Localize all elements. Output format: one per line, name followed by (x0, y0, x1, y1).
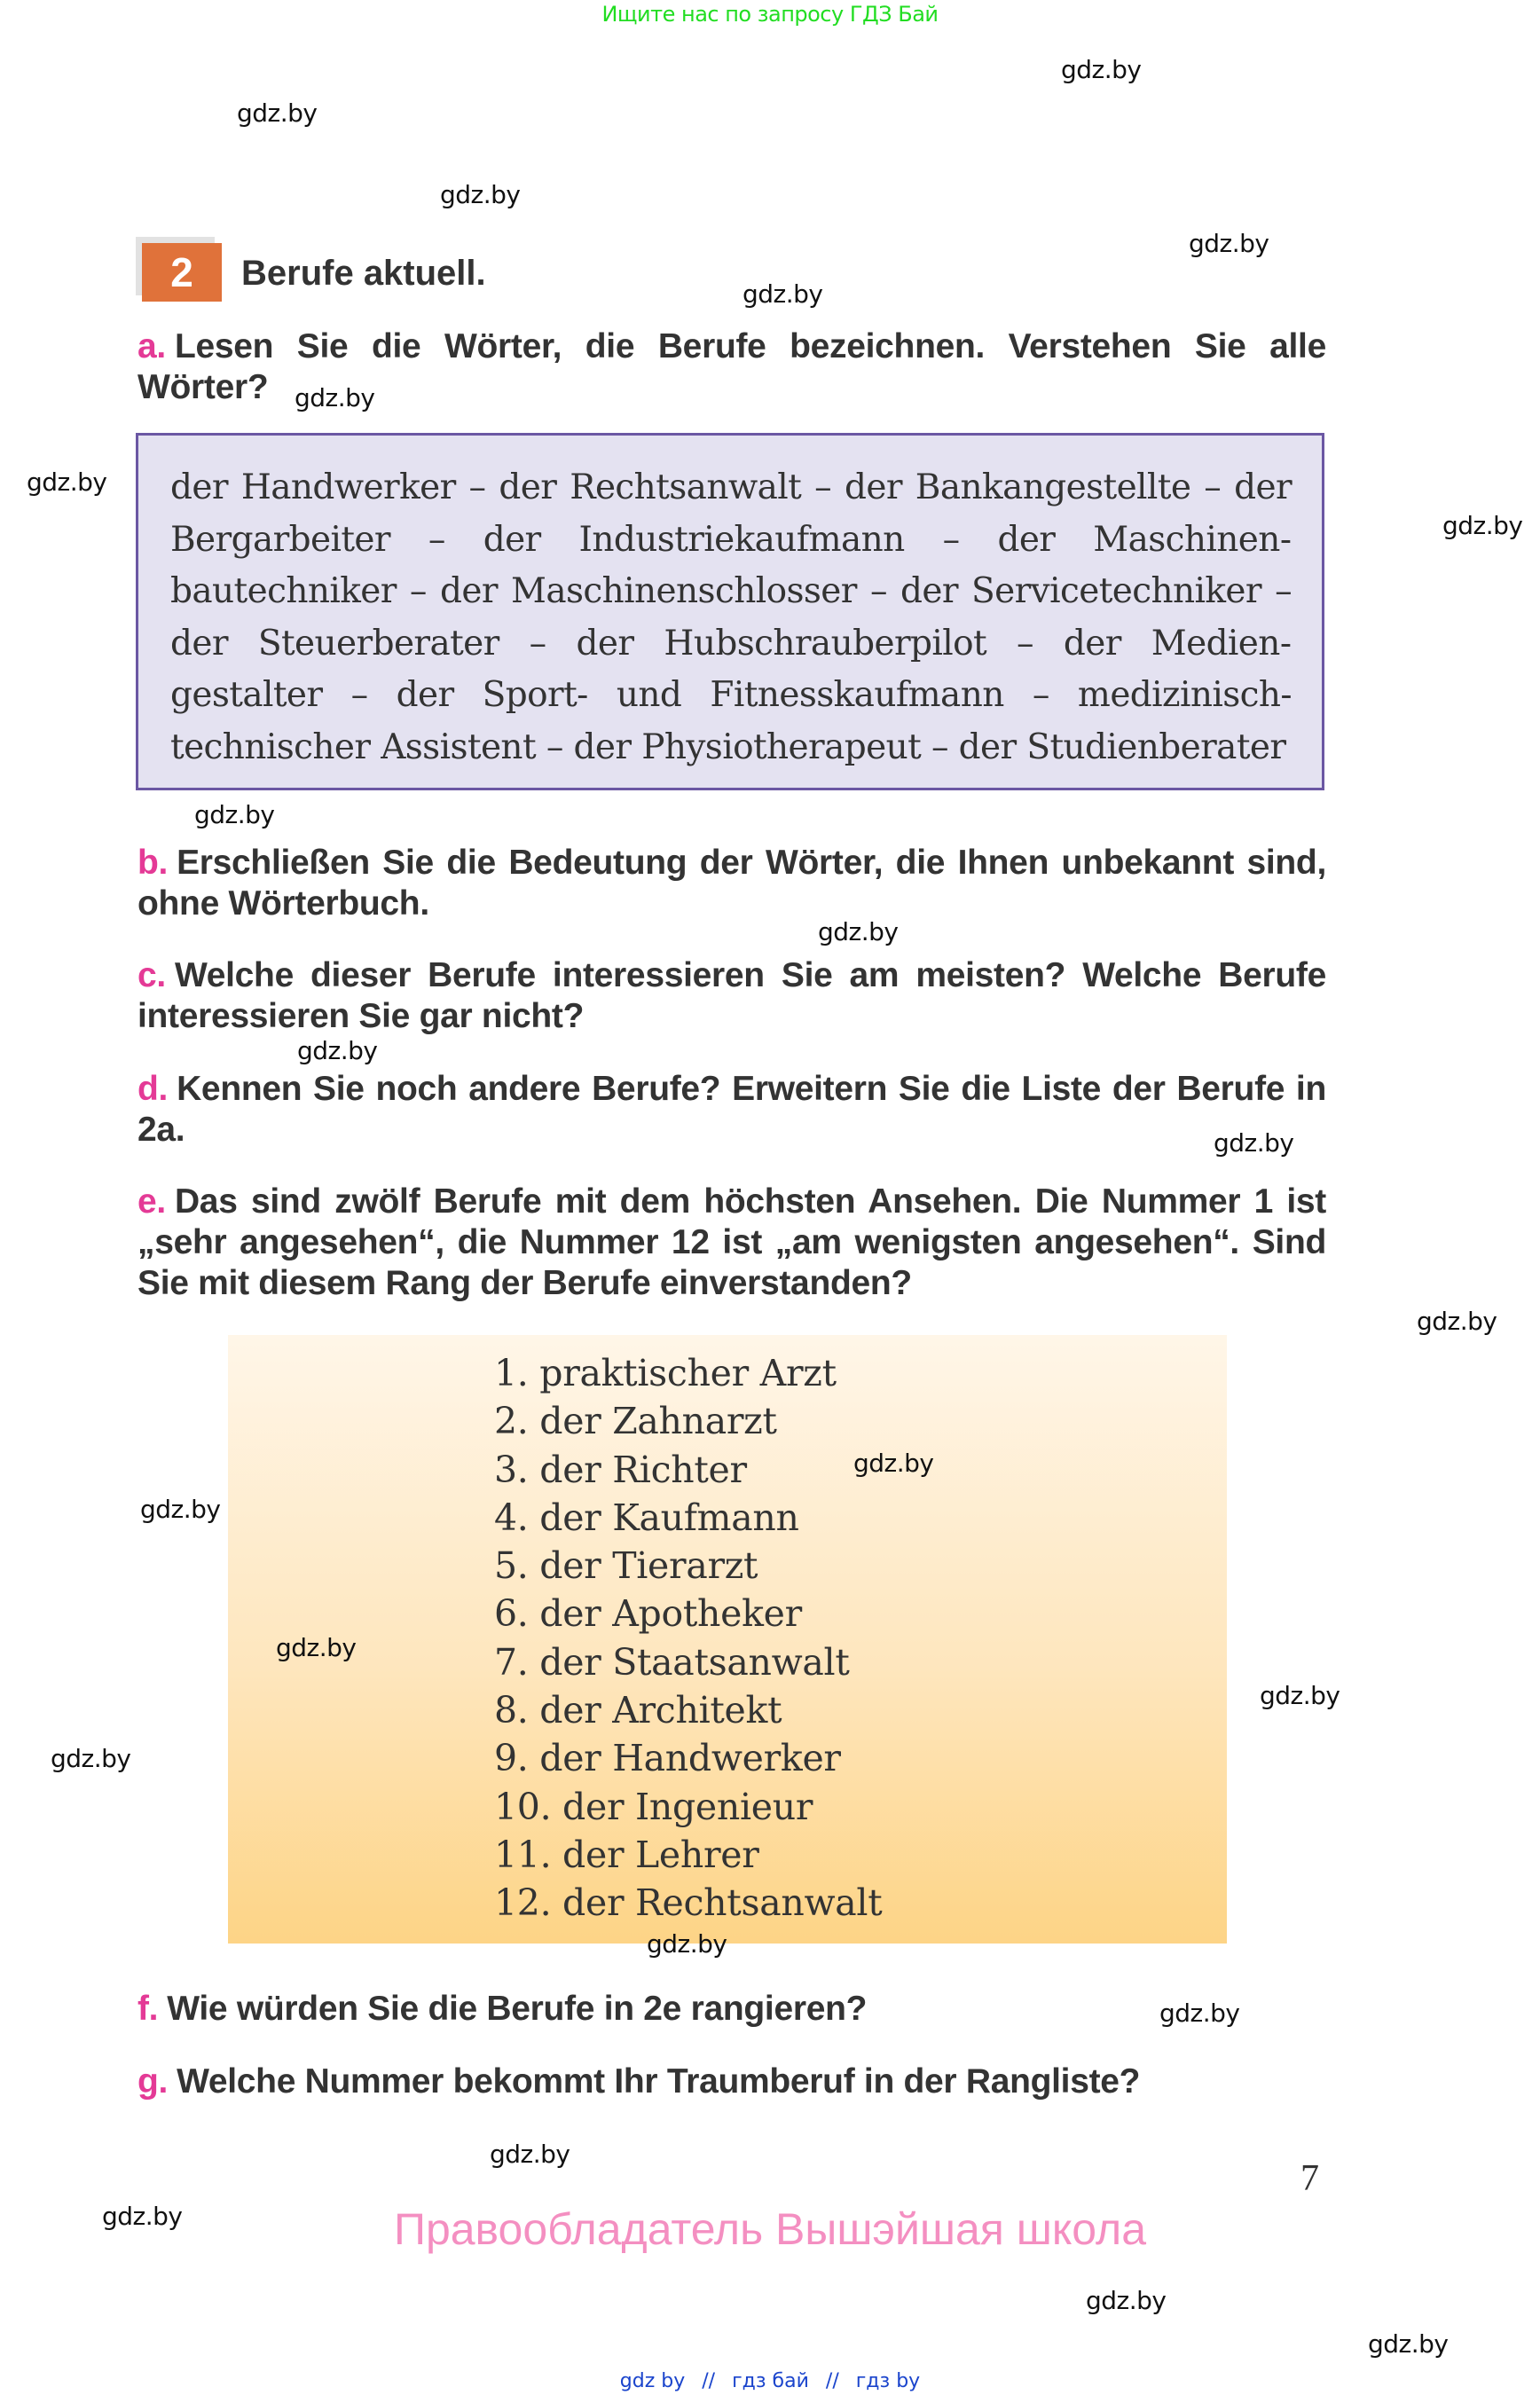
ranking-item: 12. der Rechtsanwalt (494, 1881, 883, 1925)
ranking-item: 1. praktischer Arzt (494, 1352, 837, 1394)
watermark: gdz.by (490, 2140, 570, 2169)
watermark: gdz.by (742, 279, 823, 309)
task-label: e. (138, 1182, 166, 1221)
watermark: gdz.by (440, 180, 521, 209)
page-number: 7 (1300, 2158, 1319, 2199)
task-text: Erschließen Sie die Bedeutung der Wörter, die Ihnen unbekannt sind, ohne Wörterbuch. (138, 844, 1326, 923)
watermark: gdz.by (1214, 1128, 1294, 1158)
ranking-item: 8. der Architekt (494, 1689, 782, 1732)
task-text: Welche Nummer bekommt Ihr Traumberuf in der Rangliste? (177, 2062, 1141, 2101)
task-label: d. (138, 1070, 169, 1108)
task-text: Welche dieser Berufe interessieren Sie am meisten? Welche Berufe interessieren Sie gar nicht? (138, 956, 1326, 1035)
exercise-number-badge: 2 (142, 243, 222, 302)
task-b (138, 843, 1326, 924)
task-label: f. (138, 1990, 159, 2028)
task-label: g. (138, 2062, 169, 2101)
copyright-notice: Правообладатель Вышэйшая школа (394, 2204, 1146, 2254)
task-label: c. (138, 956, 166, 994)
top-search-banner: Ищите нас по запросу ГДЗ Бай (601, 2, 939, 27)
watermark: gdz.by (51, 1744, 131, 1773)
task-text: Kennen Sie noch andere Berufe? Erweitern Sie die Liste der Berufe in 2a. (138, 1070, 1326, 1149)
task-f (138, 1989, 1326, 2030)
task-a (138, 326, 1326, 408)
ranking-item: 6. der Apotheker (494, 1592, 802, 1636)
ranking-list (494, 1349, 882, 1928)
ranking-item: 5. der Tierarzt (494, 1544, 758, 1588)
watermark: gdz.by (276, 1633, 357, 1662)
task-d (138, 1069, 1326, 1150)
watermark: gdz.by (1061, 55, 1142, 84)
watermark: gdz.by (140, 1495, 221, 1524)
ranking-box (228, 1335, 1227, 1944)
watermark: gdz.by (194, 800, 275, 829)
ranking-item: 3. der Richter (494, 1448, 747, 1491)
watermark: gdz.by (27, 467, 107, 497)
footer-link-gdz-by-cyr[interactable]: гдз by (855, 2370, 921, 2392)
footer-links (0, 2370, 1540, 2392)
exercise-title: Berufe aktuell. (241, 254, 486, 293)
watermark: gdz.by (102, 2202, 183, 2231)
watermark: gdz.by (818, 917, 899, 946)
watermark: gdz.by (1442, 511, 1523, 540)
task-c (138, 955, 1326, 1037)
footer-link-gdz-by[interactable]: gdz by (619, 2370, 686, 2392)
ranking-item: 7. der Staatsanwalt (494, 1640, 850, 1684)
watermark: gdz.by (1159, 1999, 1240, 2028)
ranking-item: 9. der Handwerker (494, 1737, 841, 1780)
watermark: gdz.by (1086, 2286, 1167, 2315)
watermark: gdz.by (647, 1929, 727, 1959)
task-text: Lesen Sie die Wörter, die Berufe bezeichnen. Verstehen Sie alle Wörter? (138, 327, 1326, 406)
task-text: Das sind zwölf Berufe mit dem höchsten Ansehen. Die Nummer 1 ist „sehr angesehen“, die Nummer 12 ist „am wenigsten angesehen“. Sind Sie mit diesem Rang der Berufe einverstanden? (138, 1182, 1326, 1302)
task-label: a. (138, 327, 166, 365)
task-e (138, 1182, 1326, 1304)
professions-word-box (136, 433, 1324, 790)
watermark: gdz.by (237, 98, 318, 128)
ranking-item: 4. der Kaufmann (494, 1496, 799, 1539)
footer-separator: // (702, 2370, 716, 2392)
watermark: gdz.by (295, 383, 375, 412)
professions-list-text: der Handwerker – der Rechtsanwalt – der Bankangestellte – der Bergarbeiter – der Industriekaufmann – der Maschinenbautechniker – der Maschinenschlosser – der Servicetechniker – der Steuerberater – der Hubschrauberpilot – der Mediengestalter – der Sport- und Fitnesskaufmann – medizinisch-technischer Assistent – der Physiotherapeut – der Studienberater (170, 467, 1292, 767)
ranking-item: 2. der Zahnarzt (494, 1400, 777, 1443)
watermark: gdz.by (1368, 2329, 1449, 2359)
watermark: gdz.by (297, 1036, 378, 1065)
footer-link-gdz-bai[interactable]: гдз бай (732, 2370, 809, 2392)
watermark: gdz.by (1189, 229, 1269, 258)
footer-separator: // (825, 2370, 839, 2392)
task-label: b. (138, 844, 169, 882)
watermark: gdz.by (1417, 1307, 1497, 1336)
ranking-item: 11. der Lehrer (494, 1833, 759, 1876)
ranking-item: 10. der Ingenieur (494, 1785, 813, 1828)
watermark: gdz.by (853, 1449, 934, 1478)
task-g (138, 2061, 1326, 2102)
watermark: gdz.by (1260, 1681, 1340, 1710)
task-text: Wie würden Sie die Berufe in 2e rangieren? (167, 1990, 868, 2028)
